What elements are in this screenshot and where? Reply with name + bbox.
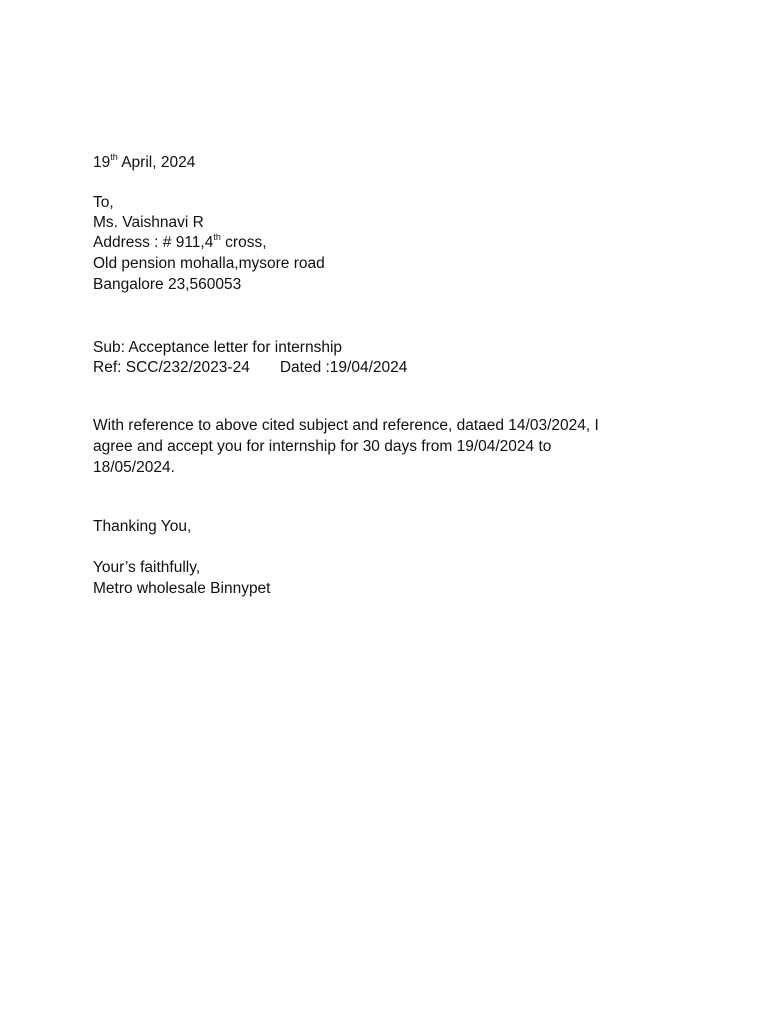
reference-number: Ref: SCC/232/2023-24 — [93, 359, 250, 376]
recipient-address-line1 — [93, 233, 267, 253]
subject-line: Sub: Acceptance letter for internship — [93, 339, 343, 356]
date-day: 19 — [93, 154, 111, 171]
recipient-name: Ms. Vaishnavi R — [93, 214, 204, 231]
recipient-address-line2: Old pension mohalla,mysore road — [93, 255, 325, 272]
body-line-1: With reference to above cited subject and reference, dataed 14/03/2024, I — [93, 417, 599, 434]
address-prefix: Address : # 911,4 — [93, 234, 214, 251]
reference-line — [93, 358, 407, 378]
date-day-suffix: th — [110, 151, 118, 162]
reference-dated: Dated :19/04/2024 — [279, 359, 408, 376]
salutation: To, — [93, 194, 114, 211]
closing-line: Your’s faithfully, — [93, 559, 201, 576]
thanks-line: Thanking You, — [93, 518, 192, 535]
address-rest: cross, — [220, 234, 267, 251]
body-line-2: agree and accept you for internship for 30 days from 19/04/2024 to — [93, 438, 552, 455]
date-rest: April, 2024 — [117, 154, 196, 171]
recipient-address-line3: Bangalore 23,560053 — [93, 276, 242, 293]
body-line-3: 18/05/2024. — [93, 459, 175, 476]
signatory-line: Metro wholesale Binnypet — [93, 580, 271, 597]
letter-date — [93, 153, 195, 173]
address-suffix: th — [213, 231, 221, 242]
